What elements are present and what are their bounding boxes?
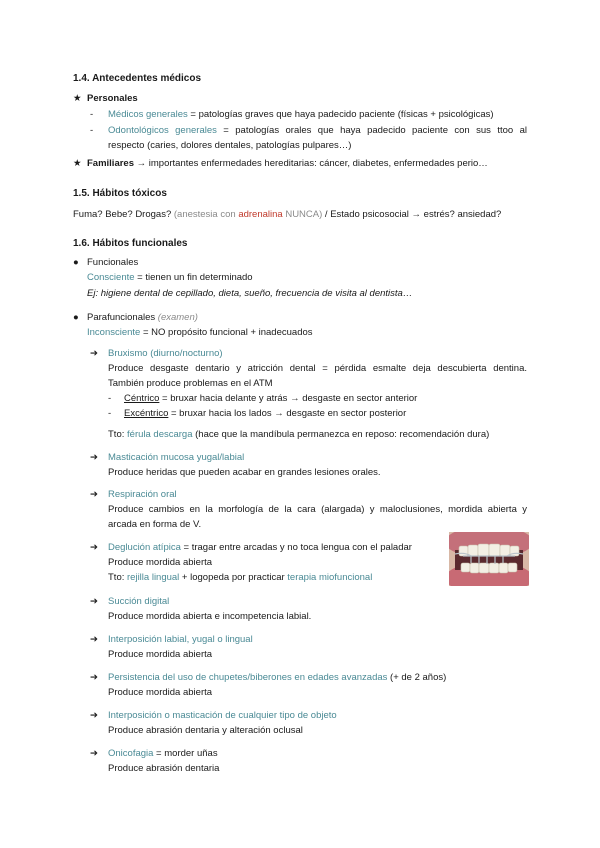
dash-marker: - bbox=[108, 393, 112, 404]
bruxismo-tto bbox=[108, 428, 489, 441]
arrow-icon: ➔ bbox=[90, 596, 98, 607]
inconsciente-row bbox=[87, 326, 313, 339]
dash-marker: - bbox=[90, 125, 94, 136]
deglucion-line-1: Produce mordida abierta bbox=[108, 557, 213, 568]
interposicion-title-row bbox=[90, 633, 253, 646]
onicofagia-desc: = morder uñas bbox=[153, 748, 218, 759]
bullet-icon: ● bbox=[73, 312, 79, 323]
masticacion-title-row bbox=[90, 451, 244, 464]
tto-label: Tto: bbox=[108, 429, 128, 440]
odontologicos-cont: respecto (caries, dolores dentales, patologías pulpares…) bbox=[108, 140, 352, 151]
centrico-text: = bruxar hacia delante y atrás → desgaste en sector anterior bbox=[159, 393, 418, 404]
rejilla-text: rejilla lingual bbox=[127, 572, 180, 583]
heading-antecedentes: 1.4. Antecedentes médicos bbox=[73, 73, 202, 84]
examen-note: (examen) bbox=[155, 312, 198, 323]
star-icon: ★ bbox=[73, 93, 82, 104]
excentrico-label: Excéntrico bbox=[124, 408, 169, 419]
nunca-text: NUNCA) bbox=[282, 209, 323, 220]
onicofagia-title-row bbox=[90, 747, 218, 760]
medicos-label: Médicos generales bbox=[108, 109, 188, 120]
ejemplo-line: Ej: higiene dental de cepillado, dieta, sueño, frecuencia de visita al dentista… bbox=[87, 288, 413, 299]
odontologicos-label: Odontológicos generales bbox=[108, 125, 217, 136]
toxicos-line bbox=[73, 208, 501, 221]
bruxismo-title: Bruxismo (diurno/nocturno) bbox=[108, 348, 223, 359]
consciente-text: = tienen un fin determinado bbox=[134, 272, 253, 283]
respiracion-title: Respiración oral bbox=[108, 489, 177, 500]
lingual-grid-photo bbox=[449, 532, 529, 586]
terapia-text: terapia miofuncional bbox=[287, 572, 373, 583]
masticacion-title: Masticación mucosa yugal/labial bbox=[108, 452, 245, 463]
anestesia-text: (anestesia con bbox=[173, 209, 239, 220]
heading-habitos-toxicos: 1.5. Hábitos tóxicos bbox=[73, 188, 167, 199]
familiares-text: → importantes enfermedades hereditarias: cáncer, diabetes, enfermedades perio… bbox=[134, 158, 488, 169]
deglucion-desc: = tragar entre arcadas y no toca lengua con el paladar bbox=[180, 542, 412, 553]
excentrico-text: = bruxar hacia los lados → desgaste en sector posterior bbox=[168, 408, 407, 419]
medicos-text: = patologías graves que haya padecido paciente (físicas + psicológicas) bbox=[187, 109, 494, 120]
arrow-icon: ➔ bbox=[90, 710, 98, 721]
succion-title: Succión digital bbox=[108, 596, 170, 607]
logopeda-text: + logopeda por practicar bbox=[179, 572, 288, 583]
deglucion-title-row bbox=[90, 541, 412, 554]
succion-line-1: Produce mordida abierta e incompetencia labial. bbox=[108, 611, 312, 622]
bruxismo-line-2: También produce problemas en el ATM bbox=[108, 378, 273, 389]
heading-habitos-funcionales: 1.6. Hábitos funcionales bbox=[73, 238, 188, 249]
familiares-row bbox=[73, 157, 488, 170]
arrow-icon: ➔ bbox=[90, 542, 98, 553]
consciente-label: Consciente bbox=[87, 272, 135, 283]
inconsciente-text: = NO propósito funcional + inadecuados bbox=[140, 327, 313, 338]
respiracion-line-2: arcada en forma de V. bbox=[108, 519, 202, 530]
centrico-item bbox=[108, 392, 417, 405]
personales-row bbox=[73, 92, 138, 105]
interposicion-line-1: Produce mordida abierta bbox=[108, 649, 213, 660]
persistencia-title: Persistencia del uso de chupetes/biberones en edades avanzadas bbox=[108, 672, 388, 683]
arrow-icon: ➔ bbox=[90, 348, 98, 359]
centrico-label: Céntrico bbox=[124, 393, 160, 404]
bullet-icon: ● bbox=[73, 257, 79, 268]
funcionales-label: Funcionales bbox=[87, 257, 139, 268]
deglucion-tto bbox=[108, 571, 372, 584]
bruxismo-line-1: Produce desgaste dentario y atricción dental = pérdida esmalte deja descubierta dentina. bbox=[108, 363, 527, 374]
objeto-title-row bbox=[90, 709, 337, 722]
odontologicos-text: = patologías orales que haya padecido paciente con sus ttoo al bbox=[216, 125, 527, 136]
adrenalina-text: adrenalina bbox=[238, 209, 283, 220]
arrow-icon: ➔ bbox=[90, 634, 98, 645]
dash-marker: - bbox=[108, 408, 112, 419]
succion-title-row bbox=[90, 595, 169, 608]
tto-label: Tto: bbox=[108, 572, 128, 583]
persistencia-desc: (+ de 2 años) bbox=[387, 672, 447, 683]
objeto-title: Interposición o masticación de cualquier tipo de objeto bbox=[108, 710, 337, 721]
respiracion-title-row bbox=[90, 488, 177, 501]
arrow-icon: ➔ bbox=[90, 748, 98, 759]
persistencia-title-row bbox=[90, 671, 446, 684]
consciente-row bbox=[87, 271, 253, 284]
masticacion-line-1: Produce heridas que pueden acabar en grandes lesiones orales. bbox=[108, 467, 381, 478]
ferula-desc: (hace que la mandíbula permanezca en reposo: recomendación dura) bbox=[192, 429, 490, 440]
odontologicos-item bbox=[90, 124, 527, 137]
parafuncionales-row bbox=[73, 311, 198, 324]
arrow-icon: ➔ bbox=[90, 672, 98, 683]
arrow-icon: ➔ bbox=[90, 452, 98, 463]
inconsciente-label: Inconsciente bbox=[87, 327, 141, 338]
arrow-icon: ➔ bbox=[90, 489, 98, 500]
psicosocial-text: / Estado psicosocial → estrés? ansiedad? bbox=[322, 209, 502, 220]
star-icon: ★ bbox=[73, 158, 82, 169]
interposicion-title: Interposición labial, yugal o lingual bbox=[108, 634, 253, 645]
onicofagia-title: Onicofagia bbox=[108, 748, 154, 759]
respiracion-line-1: Produce cambios en la morfología de la cara (alargada) y maloclusiones, mordida abierta y bbox=[108, 504, 527, 515]
personales-label: Personales bbox=[87, 93, 138, 104]
persistencia-line-1: Produce mordida abierta bbox=[108, 687, 213, 698]
onicofagia-line-1: Produce abrasión dentaria bbox=[108, 763, 220, 774]
dash-marker: - bbox=[90, 109, 94, 120]
ferula-text: férula descarga bbox=[127, 429, 193, 440]
bruxismo-title-row bbox=[90, 347, 223, 360]
familiares-label: Familiares bbox=[87, 158, 134, 169]
toxicos-questions: Fuma? Bebe? Drogas? bbox=[73, 209, 174, 220]
objeto-line-1: Produce abrasión dentaria y alteración oclusal bbox=[108, 725, 303, 736]
excentrico-item bbox=[108, 407, 406, 420]
deglucion-title: Deglución atípica bbox=[108, 542, 181, 553]
funcionales-row bbox=[73, 256, 138, 269]
medicos-item bbox=[90, 108, 494, 121]
parafuncionales-label: Parafuncionales bbox=[87, 312, 156, 323]
